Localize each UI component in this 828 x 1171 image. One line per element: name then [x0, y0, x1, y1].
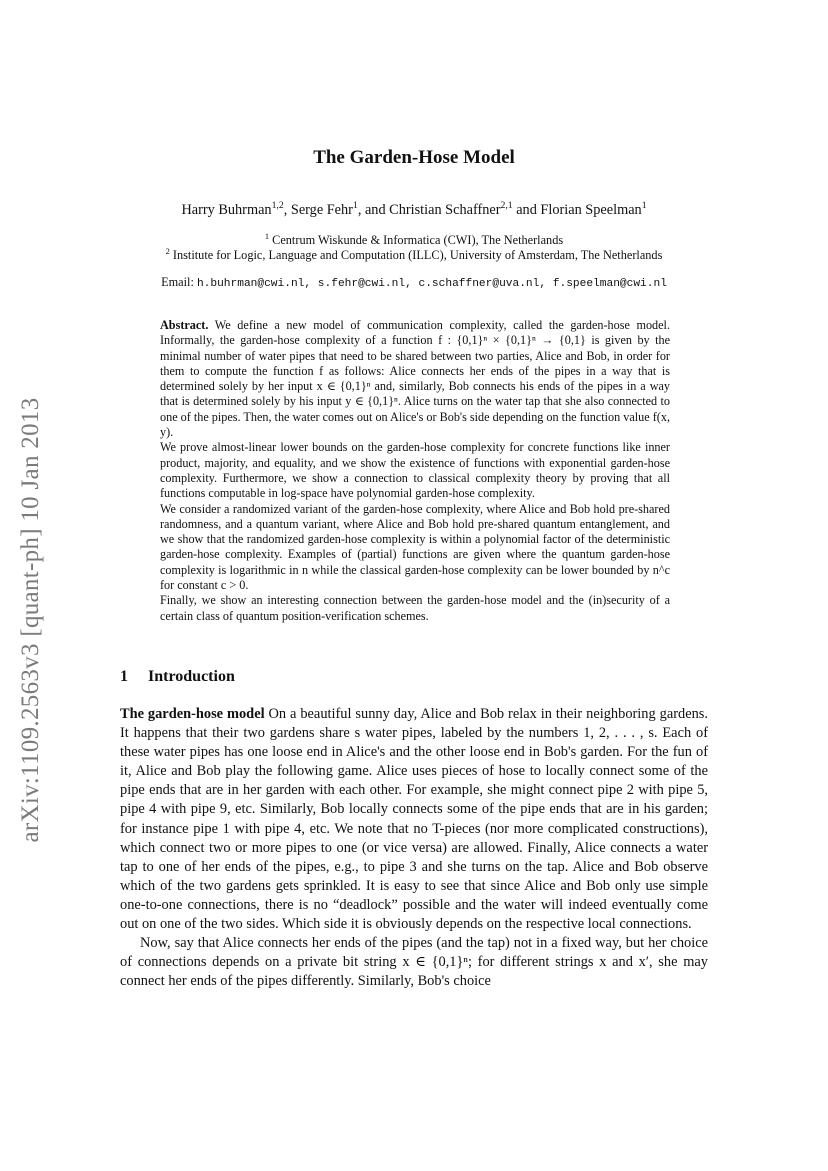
abstract-paragraph-1 — [160, 318, 670, 440]
author-name: , and Christian Schaffner — [357, 202, 501, 218]
section-title: Introduction — [148, 668, 235, 685]
paragraph-text: On a beautiful sunny day, Alice and Bob relax in their neighboring gardens. It happens that their two gardens share s water pipes, labeled by the numbers 1, 2, . . . , s. Each of these water pipes has one loose end in Alice's and the other loose end in Bob's garden. For the fun of it, Alice and Bob play the following game. Alice uses pieces of hose to locally connect some of the pipe ends that are in her garden with each other. For example, she might connect pipe 2 with pipe 5, pipe 4 with pipe 9, etc. Similarly, Bob locally connects some of the pipe ends that are in his garden; for instance pipe 1 with pipe 4, etc. We note that no T-pieces (nor more complicated constructions), which connect two or more pipes to one (or vice versa) are allowed. Finally, Alice connects a water tap to one of her ends of the pipes, e.g., to pipe 3 and she turns on the tap. Alice and Bob observe which of the two gardens gets sprinkled. It is easy to see that since Alice and Bob only use simple one-to-one connections, there is no “deadlock” possible and the water will indeed eventually come out on one of the two sides. Which side it is obviously depends on the respective local connections. — [120, 706, 708, 933]
arxiv-identifier: arXiv:1109.2563v3 [quant-ph] 10 Jan 2013 — [17, 397, 44, 843]
email-label: Email: — [161, 275, 197, 289]
abstract-paragraph-2: We prove almost-linear lower bounds on the garden-hose complexity for concrete functions like inner product, majority, and equality, and we show the existence of functions with exponential garden-hose complexity. Furthermore, we show a connection to classical complexity theory by proving that all functions computable in log-space have polynomial garden-hose complexity. — [160, 440, 670, 501]
email-line — [0, 275, 828, 290]
affiliation-text: Centrum Wiskunde & Informatica (CWI), The Netherlands — [269, 233, 564, 247]
author-affiliation-mark: 1 — [352, 200, 358, 212]
author-name: Harry Buhrman — [181, 202, 272, 218]
affiliation-mark: 1 — [264, 231, 270, 241]
arxiv-sidebar-stamp — [6, 360, 56, 880]
abstract-text: We define a new model of communication complexity, called the garden-hose model. Informally, the garden-hose complexity of a function f : {0,1}ⁿ × {0,1}ⁿ → {0,1} is given by the minimal number of water pipes that need to be shared between two parties, Alice and Bob, in order for them to compute the function f as follows: Alice connects her ends of the pipes in a way that is determined solely by her input x ∈ {0,1}ⁿ and, similarly, Bob connects his ends of the pipes in a way that is determined solely by his input y ∈ {0,1}ⁿ. Alice turns on the water tap that she also connected to one of the pipes. Then, the water comes out on Alice's or Bob's side depending on the function value f(x, y). — [160, 318, 670, 440]
body-paragraph-2: Now, say that Alice connects her ends of the pipes (and the tap) not in a fixed way, but her choice of connections depends on a private bit string x ∈ {0,1}ⁿ; for different strings x and x′, she may connect her ends of the pipes differently. Similarly, Bob's choice — [120, 935, 708, 990]
author-affiliation-mark: 2,1 — [500, 200, 513, 212]
affiliation-mark: 2 — [165, 246, 170, 256]
abstract-paragraph-3: We consider a randomized variant of the garden-hose complexity, where Alice and Bob hold pre-shared randomness, and a quantum variant, where Alice and Bob hold pre-shared quantum entanglement, and we show that the randomized garden-hose complexity is within a polynomial factor of the deterministic garden-hose complexity. Examples of (partial) functions are given where the quantum garden-hose complexity is logarithmic in n while the classical garden-hose complexity can be lower bounded by n^c for constant c > 0. — [160, 501, 670, 593]
affiliation-2 — [0, 248, 828, 263]
email-addresses: h.buhrman@cwi.nl, s.fehr@cwi.nl, c.schaffner@uva.nl, f.speelman@cwi.nl — [196, 278, 667, 290]
paragraph-heading: The garden-hose model — [120, 706, 265, 722]
author-name: and Florian Speelman — [512, 202, 642, 218]
section-heading — [120, 668, 235, 686]
author-list — [0, 202, 828, 219]
paper-title: The Garden-Hose Model — [313, 147, 515, 168]
section-number: 1 — [120, 668, 128, 685]
author-affiliation-mark: 1,2 — [271, 200, 284, 212]
author-name: , Serge Fehr — [283, 202, 353, 218]
abstract-heading: Abstract. — [160, 318, 209, 332]
body-paragraph-1 — [120, 705, 708, 934]
author-affiliation-mark: 1 — [641, 200, 647, 212]
abstract-paragraph-4: Finally, we show an interesting connection between the garden-hose model and the (in)security of a certain class of quantum position-verification schemes. — [160, 593, 670, 623]
affiliation-text: Institute for Logic, Language and Computation (ILLC), University of Amsterdam, The Netherlands — [169, 248, 663, 262]
body-text — [120, 705, 708, 991]
affiliation-1 — [0, 233, 828, 248]
abstract — [160, 318, 670, 624]
